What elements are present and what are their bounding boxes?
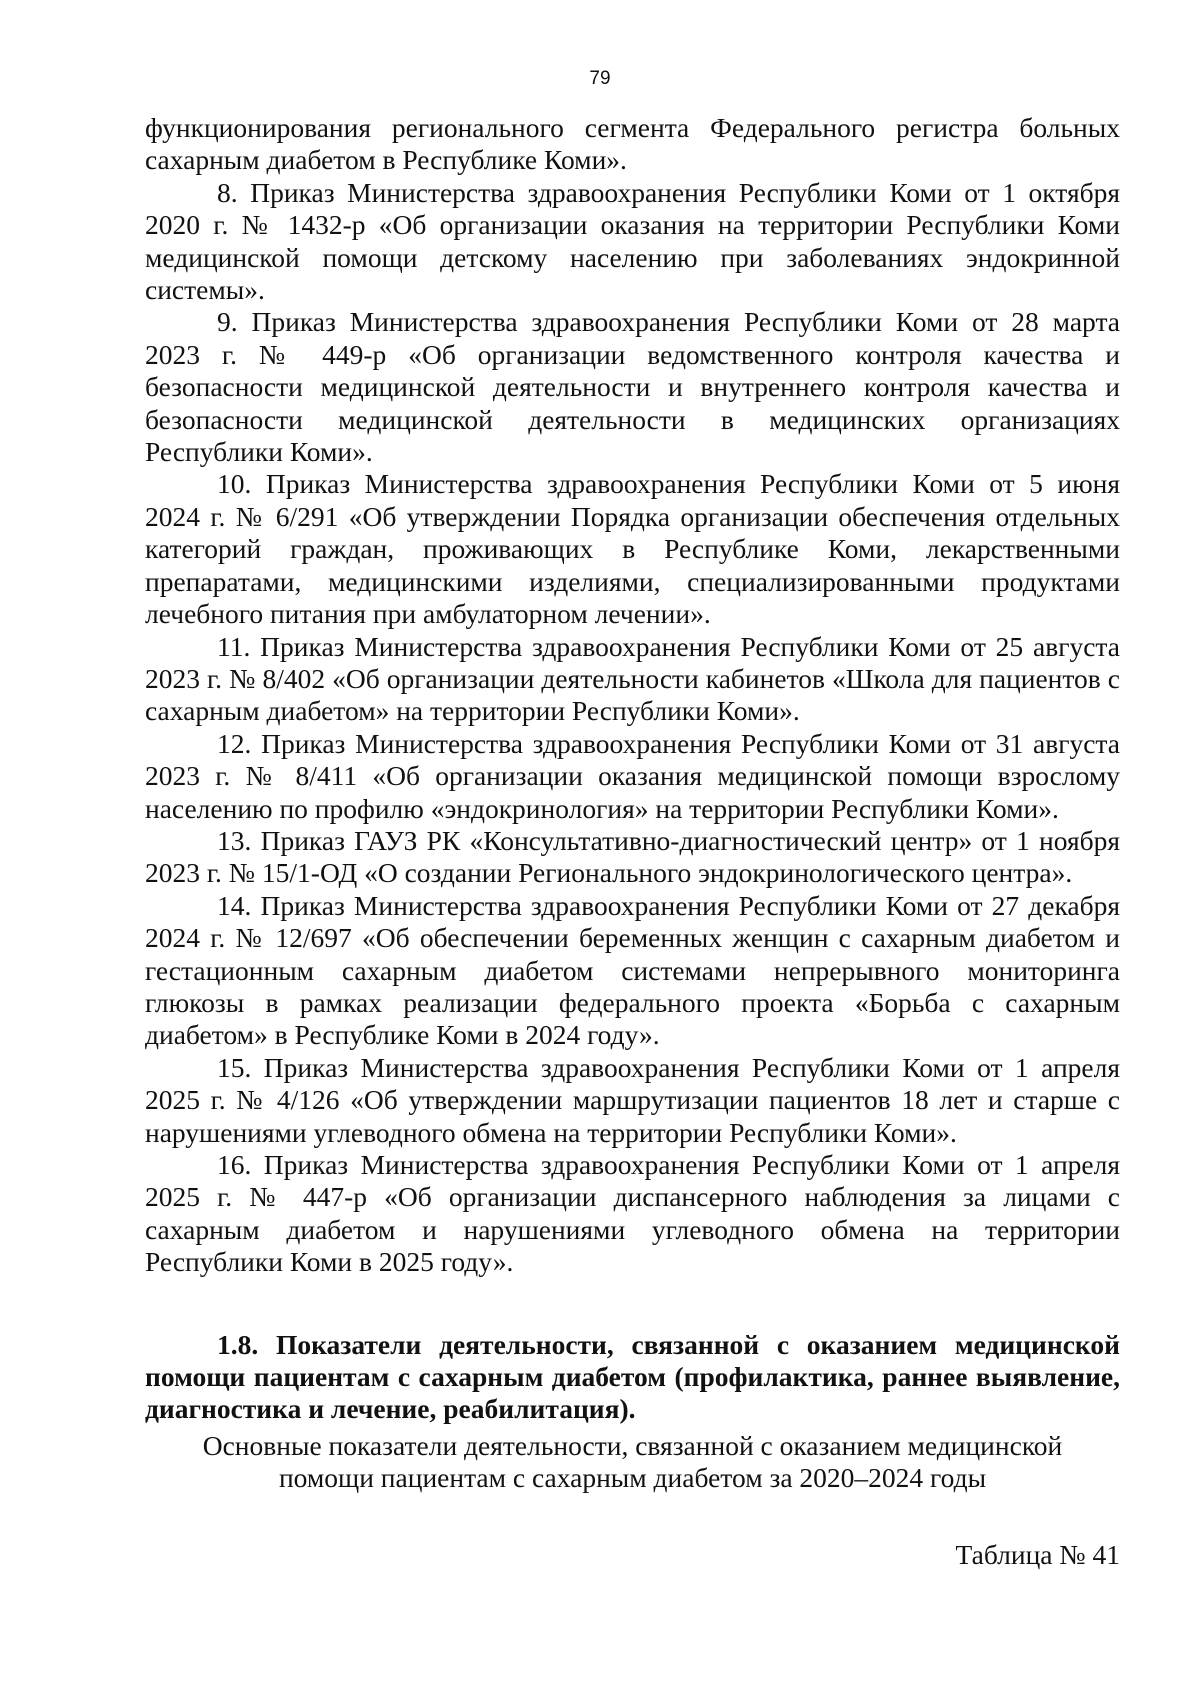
section-heading: 1.8. Показатели деятельности, связанной с оказанием медицинской помощи пациентам с сахарным диабетом (профилактика, раннее выявление, диагностика и лечение, реабилитация). [145, 1328, 1120, 1425]
list-item-12: 12. Приказ Министерства здравоохранения Республики Коми от 31 августа 2023 г. № 8/411 «Об организации оказания медицинской помощи взрослому населению по профилю «эндокринология» на территории Республики Коми». [145, 727, 1120, 824]
list-item-10: 10. Приказ Министерства здравоохранения Республики Коми от 5 июня 2024 г. № 6/291 «Об утверждении Порядка организации обеспечения отдельных категорий граждан, проживающих в Республике Коми, лекарственными препаратами, медицинскими изделиями, специализированными продуктами лечебного питания при амбулаторном лечении». [145, 468, 1120, 630]
table-label: Таблица № 41 [955, 1538, 1120, 1570]
document-body [145, 112, 1120, 1571]
list-item-13: 13. Приказ ГАУЗ РК «Консультативно-диагностический центр» от 1 ноября 2023 г. № 15/1-ОД «О создании Регионального эндокринологического центра». [145, 824, 1120, 889]
list-item-14: 14. Приказ Министерства здравоохранения Республики Коми от 27 декабря 2024 г. № 12/697 «Об обеспечении беременных женщин с сахарным диабетом и гестационным сахарным диабетом системами непрерывного мониторинга глюкозы в рамках реализации федерального проекта «Борьба с сахарным диабетом» в Республике Коми в 2024 году». [145, 889, 1120, 1051]
list-item-16: 16. Приказ Министерства здравоохранения Республики Коми от 1 апреля 2025 г. № 447-р «Об организации диспансерного наблюдения за лицами с сахарным диабетом и нарушениями углеводного обмена на территории Республики Коми в 2025 году». [145, 1149, 1120, 1278]
list-item-11: 11. Приказ Министерства здравоохранения Республики Коми от 25 августа 2023 г. № 8/402 «Об организации деятельности кабинетов «Школа для пациентов с сахарным диабетом» на территории Республики Коми». [145, 630, 1120, 727]
table-title [145, 1430, 1120, 1495]
list-item-9: 9. Приказ Министерства здравоохранения Республики Коми от 28 марта 2023 г. № 449-р «Об организации ведомственного контроля качества и безопасности медицинской деятельности и внутреннего контроля качества и безопасности медицинской деятельности в медицинских организациях Республики Коми». [145, 306, 1120, 468]
page-number: 79 [589, 68, 611, 89]
list-item-8: 8. Приказ Министерства здравоохранения Республики Коми от 1 октября 2020 г. № 1432-р «Об организации оказания на территории Республики Коми медицинской помощи детскому населению при заболеваниях эндокринной системы». [145, 176, 1120, 306]
paragraph-continuation: функционирования регионального сегмента Федерального регистра больных сахарным диабетом в Республике Коми». [145, 112, 1120, 176]
list-item-15: 15. Приказ Министерства здравоохранения Республики Коми от 1 апреля 2025 г. № 4/126 «Об утверждении маршрутизации пациентов 18 лет и старше с нарушениями углеводного обмена на территории Республики Коми». [145, 1051, 1120, 1148]
table-title-line-1: Основные показатели деятельности, связанной с оказанием медицинской [202, 1429, 1063, 1461]
table-title-line-2: помощи пациентам с сахарным диабетом за 2020–2024 годы [278, 1462, 987, 1494]
